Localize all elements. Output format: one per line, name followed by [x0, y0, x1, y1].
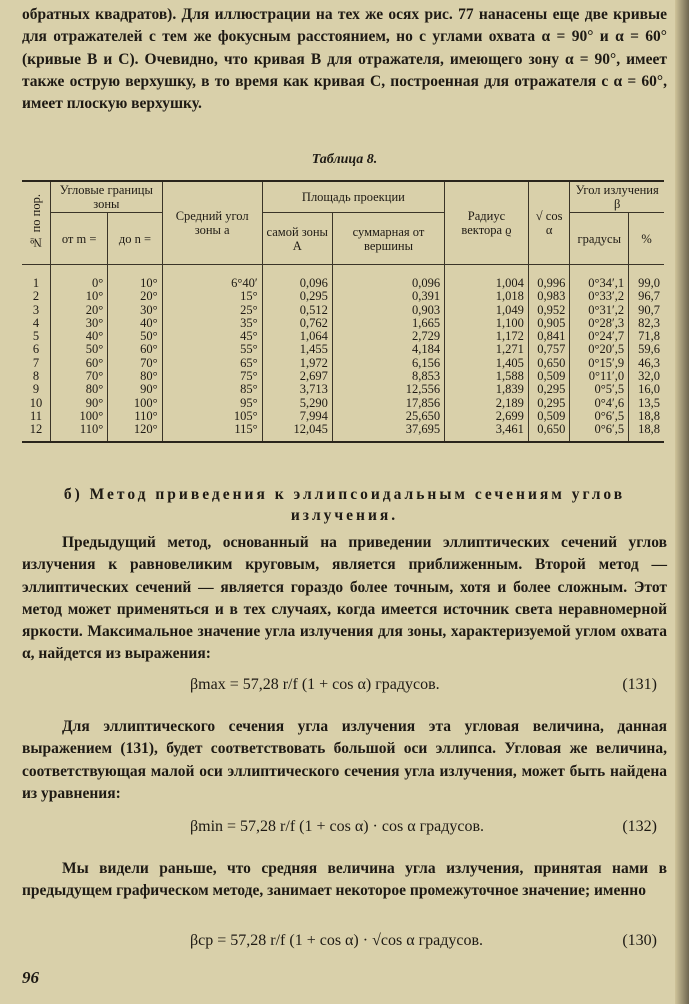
table-row — [22, 343, 664, 356]
data-table — [22, 180, 664, 443]
table-body — [22, 265, 664, 442]
header-degrees: градусы — [570, 213, 629, 265]
cell-to: 90° — [108, 383, 162, 396]
cell-percent: 99,0 — [629, 265, 664, 291]
cell-to: 60° — [108, 343, 162, 356]
cell-from: 50° — [51, 343, 108, 356]
cell-area-sum: 1,665 — [332, 317, 444, 330]
cell-percent: 13,5 — [629, 397, 664, 410]
equation-text: βmax = 57,28 r/f (1 + cos α) градусов. — [190, 676, 440, 693]
table-row — [22, 357, 664, 370]
equation-number: (132) — [622, 818, 657, 835]
cell-sqrt-cos: 0,650 — [528, 357, 570, 370]
cell-area-zone: 7,994 — [262, 410, 332, 423]
paragraph-ellipse: Для эллиптического сечения угла излучения эта угловая величина, данная выражением (131), будет соответствовать большой оси эллипса. Угловая же величина, соответствующая малой оси эллиптического сечения угла излучения, может быть найдена из уравнения: — [22, 718, 667, 802]
cell-percent: 96,7 — [629, 290, 664, 303]
cell-mid-angle: 85° — [162, 383, 262, 396]
cell-percent: 90,7 — [629, 304, 664, 317]
cell-area-sum: 0,903 — [332, 304, 444, 317]
cell-area-zone: 1,972 — [262, 357, 332, 370]
cell-degrees: 0°20′,5 — [570, 343, 629, 356]
cell-degrees: 0°31′,2 — [570, 304, 629, 317]
cell-to: 100° — [108, 397, 162, 410]
cell-area-zone: 1,455 — [262, 343, 332, 356]
page-edge-shadow — [675, 0, 689, 1004]
cell-area-sum: 17,856 — [332, 397, 444, 410]
cell-mid-angle: 105° — [162, 410, 262, 423]
cell-row-number: 4 — [32, 315, 40, 330]
paragraph-method: Предыдущий метод, основанный на приведении эллиптических сечений углов излучения к равновеликим круговым, является приближенным. Второй метод — эллиптических сечений — является гораздо более точным, хотя и более сложным. Этот метод может применяться и в тех случаях, когда имеется источник света неравномерной яркости. Максимальное значение угла излучения для зоны, характеризуемой углом охвата α, найдется из выражения: — [22, 534, 667, 663]
cell-percent: 16,0 — [629, 383, 664, 396]
table-row — [22, 423, 664, 441]
cell-row-number: 12 — [29, 422, 43, 437]
cell-sqrt-cos: 0,650 — [528, 423, 570, 441]
cell-row-number: 5 — [32, 329, 40, 344]
cell-from: 20° — [51, 304, 108, 317]
cell-degrees: 0°5′,5 — [570, 383, 629, 396]
header-percent: % — [629, 213, 664, 265]
equation-text: βmin = 57,28 r/f (1 + cos α) · cos α градусов. — [190, 818, 485, 835]
cell-area-zone: 12,045 — [262, 423, 332, 441]
cell-area-zone: 1,064 — [262, 330, 332, 343]
cell-sqrt-cos: 0,996 — [528, 265, 570, 291]
table-row — [22, 290, 664, 303]
cell-sqrt-cos: 0,757 — [528, 343, 570, 356]
equation-text: βср = 57,28 r/f (1 + cos α) · √cos α градусов. — [190, 932, 484, 949]
cell-from: 40° — [51, 330, 108, 343]
cell-from: 30° — [51, 317, 108, 330]
cell-from: 100° — [51, 410, 108, 423]
header-area: Площадь проекции — [262, 181, 444, 213]
cell-area-zone: 0,295 — [262, 290, 332, 303]
cell-row-number: 6 — [32, 342, 40, 357]
paragraph-mean: Мы видели раньше, что средняя величина угла излучения, принятая нами в предыдущем графическом методе, занимает некоторое промежуточное значение; именно — [22, 860, 667, 900]
equation-number: (131) — [622, 676, 657, 693]
cell-to: 10° — [108, 265, 162, 291]
header-number: № по пор. — [29, 193, 43, 250]
cell-radius: 1,049 — [445, 304, 529, 317]
header-sqrt-cos: √ cos α — [528, 181, 570, 265]
cell-area-sum: 12,556 — [332, 383, 444, 396]
cell-from: 0° — [51, 265, 108, 291]
cell-radius: 1,004 — [445, 265, 529, 291]
table-row — [22, 304, 664, 317]
cell-area-sum: 2,729 — [332, 330, 444, 343]
cell-radius: 2,189 — [445, 397, 529, 410]
equation-number: (130) — [622, 932, 657, 949]
cell-row-number: 9 — [32, 382, 40, 397]
cell-row-number: 10 — [29, 395, 43, 410]
table-row — [22, 317, 664, 330]
cell-radius: 2,699 — [445, 410, 529, 423]
table-row — [22, 397, 664, 410]
cell-mid-angle: 25° — [162, 304, 262, 317]
cell-radius: 1,271 — [445, 343, 529, 356]
cell-radius: 1,405 — [445, 357, 529, 370]
cell-row-number: 1 — [32, 276, 40, 290]
cell-area-zone: 2,697 — [262, 370, 332, 383]
cell-radius: 3,461 — [445, 423, 529, 441]
header-from: от m = — [51, 213, 108, 265]
cell-to: 30° — [108, 304, 162, 317]
paragraph-intro: обратных квадратов). Для иллюстрации на тех же осях рис. 77 нанасены еще две кривые для отражателей с тем же фокусным расстоянием, но с углами охвата α = 90° и α = 60° (кривые B и C). Очевидно, что кривая B для отражателя, имеющего зону α = 90°, имеет также острую верхушку, в то время как кривая C, построенная для отражателя с α = 60°, имеет плоскую верхушку. — [22, 6, 667, 113]
cell-radius: 1,100 — [445, 317, 529, 330]
cell-row-number: 11 — [29, 408, 43, 423]
cell-area-sum: 4,184 — [332, 343, 444, 356]
cell-sqrt-cos: 0,952 — [528, 304, 570, 317]
cell-from: 60° — [51, 357, 108, 370]
cell-area-sum: 8,853 — [332, 370, 444, 383]
cell-mid-angle: 6°40′ — [162, 265, 262, 291]
cell-area-zone: 0,762 — [262, 317, 332, 330]
cell-radius: 1,839 — [445, 383, 529, 396]
cell-degrees: 0°4′,6 — [570, 397, 629, 410]
cell-row-number: 7 — [32, 355, 40, 370]
cell-to: 80° — [108, 370, 162, 383]
cell-degrees: 0°6′,5 — [570, 423, 629, 441]
cell-percent: 18,8 — [629, 423, 664, 441]
cell-sqrt-cos: 0,295 — [528, 383, 570, 396]
header-bounds: Угловые границы зоны — [51, 181, 163, 213]
cell-area-sum: 25,650 — [332, 410, 444, 423]
cell-degrees: 0°24′,7 — [570, 330, 629, 343]
cell-row-number: 2 — [32, 289, 40, 304]
cell-sqrt-cos: 0,841 — [528, 330, 570, 343]
cell-from: 70° — [51, 370, 108, 383]
cell-sqrt-cos: 0,905 — [528, 317, 570, 330]
cell-degrees: 0°34′,1 — [570, 265, 629, 291]
cell-percent: 82,3 — [629, 317, 664, 330]
cell-degrees: 0°6′,5 — [570, 410, 629, 423]
cell-area-zone: 0,512 — [262, 304, 332, 317]
header-to: до n = — [108, 213, 162, 265]
cell-area-sum: 0,096 — [332, 265, 444, 291]
cell-degrees: 0°28′,3 — [570, 317, 629, 330]
cell-from: 110° — [51, 423, 108, 441]
cell-to: 40° — [108, 317, 162, 330]
cell-mid-angle: 35° — [162, 317, 262, 330]
table-row — [22, 383, 664, 396]
cell-percent: 18,8 — [629, 410, 664, 423]
cell-row-number: 8 — [32, 369, 40, 384]
cell-radius: 1,172 — [445, 330, 529, 343]
cell-degrees: 0°11′,0 — [570, 370, 629, 383]
cell-area-zone: 0,096 — [262, 265, 332, 291]
cell-percent: 46,3 — [629, 357, 664, 370]
cell-area-sum: 6,156 — [332, 357, 444, 370]
cell-to: 110° — [108, 410, 162, 423]
header-mid-angle: Средний угол зоны a — [162, 181, 262, 265]
cell-area-sum: 37,695 — [332, 423, 444, 441]
cell-percent: 59,6 — [629, 343, 664, 356]
cell-mid-angle: 15° — [162, 290, 262, 303]
cell-percent: 32,0 — [629, 370, 664, 383]
cell-radius: 1,588 — [445, 370, 529, 383]
cell-sqrt-cos: 0,509 — [528, 370, 570, 383]
table-row — [22, 330, 664, 343]
cell-degrees: 0°15′,9 — [570, 357, 629, 370]
cell-to: 50° — [108, 330, 162, 343]
header-angle: Угол излучения β — [570, 181, 664, 213]
cell-radius: 1,018 — [445, 290, 529, 303]
cell-from: 80° — [51, 383, 108, 396]
cell-to: 70° — [108, 357, 162, 370]
header-area-sum: суммарная от вершины — [332, 213, 444, 265]
table-caption: Таблица 8. — [311, 152, 378, 167]
section-title: б) Метод приведения к эллипсоидальным сечениям углов излучения. — [63, 486, 626, 524]
cell-from: 90° — [51, 397, 108, 410]
cell-mid-angle: 95° — [162, 397, 262, 410]
header-radius: Радиус вектора ϱ — [445, 181, 529, 265]
cell-sqrt-cos: 0,295 — [528, 397, 570, 410]
cell-sqrt-cos: 0,509 — [528, 410, 570, 423]
cell-area-zone: 5,290 — [262, 397, 332, 410]
cell-area-sum: 0,391 — [332, 290, 444, 303]
header-area-zone: самой зоны A — [262, 213, 332, 265]
table-row — [22, 265, 664, 291]
table-row — [22, 410, 664, 423]
cell-degrees: 0°33′,2 — [570, 290, 629, 303]
cell-from: 10° — [51, 290, 108, 303]
cell-to: 120° — [108, 423, 162, 441]
cell-percent: 71,8 — [629, 330, 664, 343]
cell-mid-angle: 45° — [162, 330, 262, 343]
cell-mid-angle: 55° — [162, 343, 262, 356]
page-number: 96 — [22, 968, 39, 987]
cell-area-zone: 3,713 — [262, 383, 332, 396]
cell-mid-angle: 115° — [162, 423, 262, 441]
cell-sqrt-cos: 0,983 — [528, 290, 570, 303]
cell-row-number: 3 — [32, 302, 40, 317]
cell-to: 20° — [108, 290, 162, 303]
cell-mid-angle: 65° — [162, 357, 262, 370]
cell-mid-angle: 75° — [162, 370, 262, 383]
table-row — [22, 370, 664, 383]
